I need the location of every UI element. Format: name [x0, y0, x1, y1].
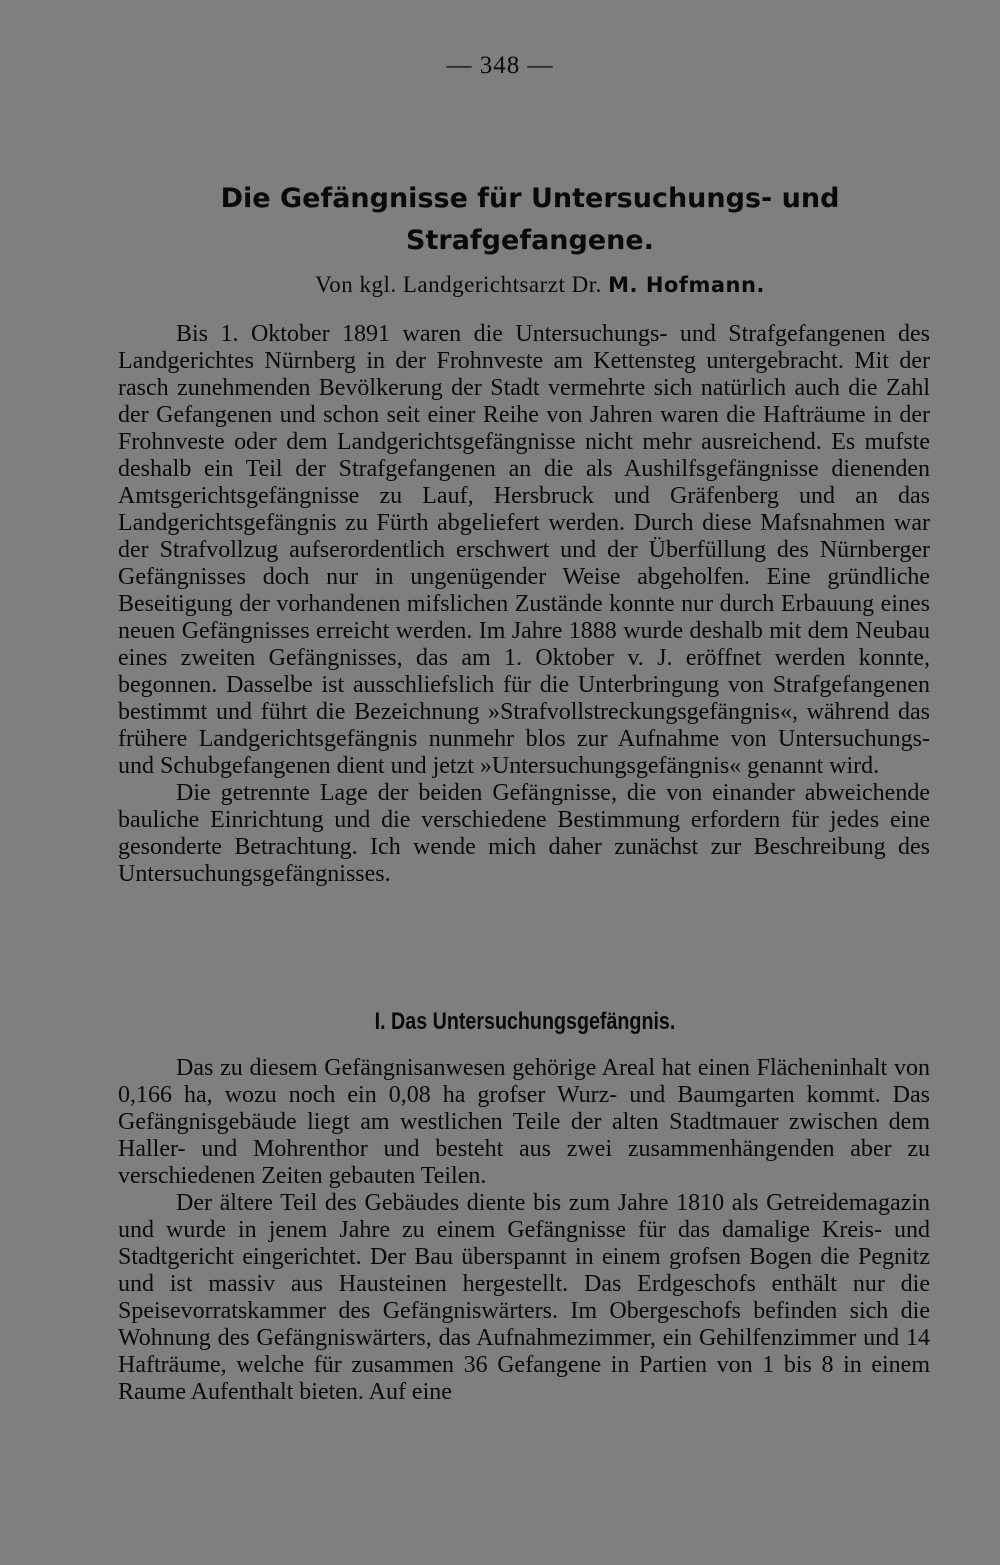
article-byline — [150, 272, 930, 298]
section-text-block — [118, 1055, 930, 1406]
page-number: — 348 — — [446, 52, 554, 79]
body-paragraph: Die getrennte Lage der beiden Gefängnisse, die von einander abweichende bauliche Einrichtung und die verschiedene Bestimmung erfordern für jedes eine gesonderte Betrachtung. Ich wende mich daher zunächst zur Beschreibung des Untersuchungsgefängnisses. — [118, 780, 930, 887]
body-paragraph: Das zu diesem Gefängnisanwesen gehörige Areal hat einen Flächeninhalt von 0,166 ha, wozu noch ein 0,08 ha grofser Wurz- und Baumgarten kommt. Das Gefängnisgebäude liegt am westlichen Teile der alten Stadtmauer zwischen dem Haller- und Mohrenthor und besteht aus zwei zusammenhängenden aber zu verschiedenen Zeiten gebauten Teilen. — [118, 1055, 930, 1189]
article-title: Die Gefängnisse für Untersuchungs- und Strafgefangene. — [220, 183, 840, 256]
body-paragraph: Der ältere Teil des Gebäudes diente bis zum Jahre 1810 als Getreidemagazin und wurde in jenem Jahre zu einem Gefängnisse für das damalige Kreis- und Stadtgericht eingerichtet. Der Bau überspannt in einem grofsen Bogen die Pegnitz und ist massiv aus Hausteinen hergestellt. Das Erdgeschofs enthält nur die Speisevorratskammer des Gefängniswärters. Im Obergeschofs befinden sich die Wohnung des Gefängniswärters, das Aufnahmezimmer, ein Gehilfenzimmer und 14 Hafträume, welche für zusammen 36 Gefangene in Partien von 1 bis 8 in einem Raume Aufenthalt bieten. Auf eine — [118, 1190, 930, 1405]
body-paragraph: Bis 1. Oktober 1891 waren die Untersuchungs- und Strafgefangenen des Landgerichtes Nürnberg in der Frohnveste am Kettensteg untergebracht. Mit der rasch zunehmenden Bevölkerung der Stadt vermehrte sich natürlich auch die Zahl der Gefangenen und schon seit einer Reihe von Jahren waren die Hafträume in der Frohnveste oder dem Landgerichtsgefängnisse nicht mehr ausreichend. Es mufste deshalb ein Teil der Strafgefangenen an die als Aushilfsgefängnisse dienenden Amtsgerichtsgefängnisse zu Lauf, Hersbruck und Gräfenberg und an das Landgerichtsgefängnis zu Fürth abgeliefert werden. Durch diese Mafsnahmen war der Strafvollzug aufserordentlich erschwert und der Überfüllung des Nürnberger Gefängnisses doch nur in ungenügender Weise abgeholfen. Eine gründliche Beseitigung der vorhandenen mifslichen Zustände konnte nur durch Erbauung eines neuen Gefängnisses erreicht werden. Im Jahre 1888 wurde deshalb mit dem Neubau eines zweiten Gefängnisses, das am 1. Oktober v. J. eröffnet werden konnte, begonnen. Dasselbe ist ausschliefslich für die Unterbringung von Strafgefangenen bestimmt und führt die Bezeichnung »Strafvollstreckungsgefängnis«, während das frühere Landgerichtsgefängnis nunmehr blos zur Aufnahme von Untersuchungs- und Schubgefangenen dient und jetzt »Untersuchungsgefängnis« genannt wird. — [118, 321, 930, 779]
byline-prefix: Von kgl. Landgerichtsarzt Dr. — [315, 272, 602, 297]
intro-text-block — [118, 321, 930, 888]
author-name: M. Hofmann. — [608, 273, 765, 297]
section-heading: I. Das Untersuchungsgefängnis. — [374, 1008, 676, 1035]
